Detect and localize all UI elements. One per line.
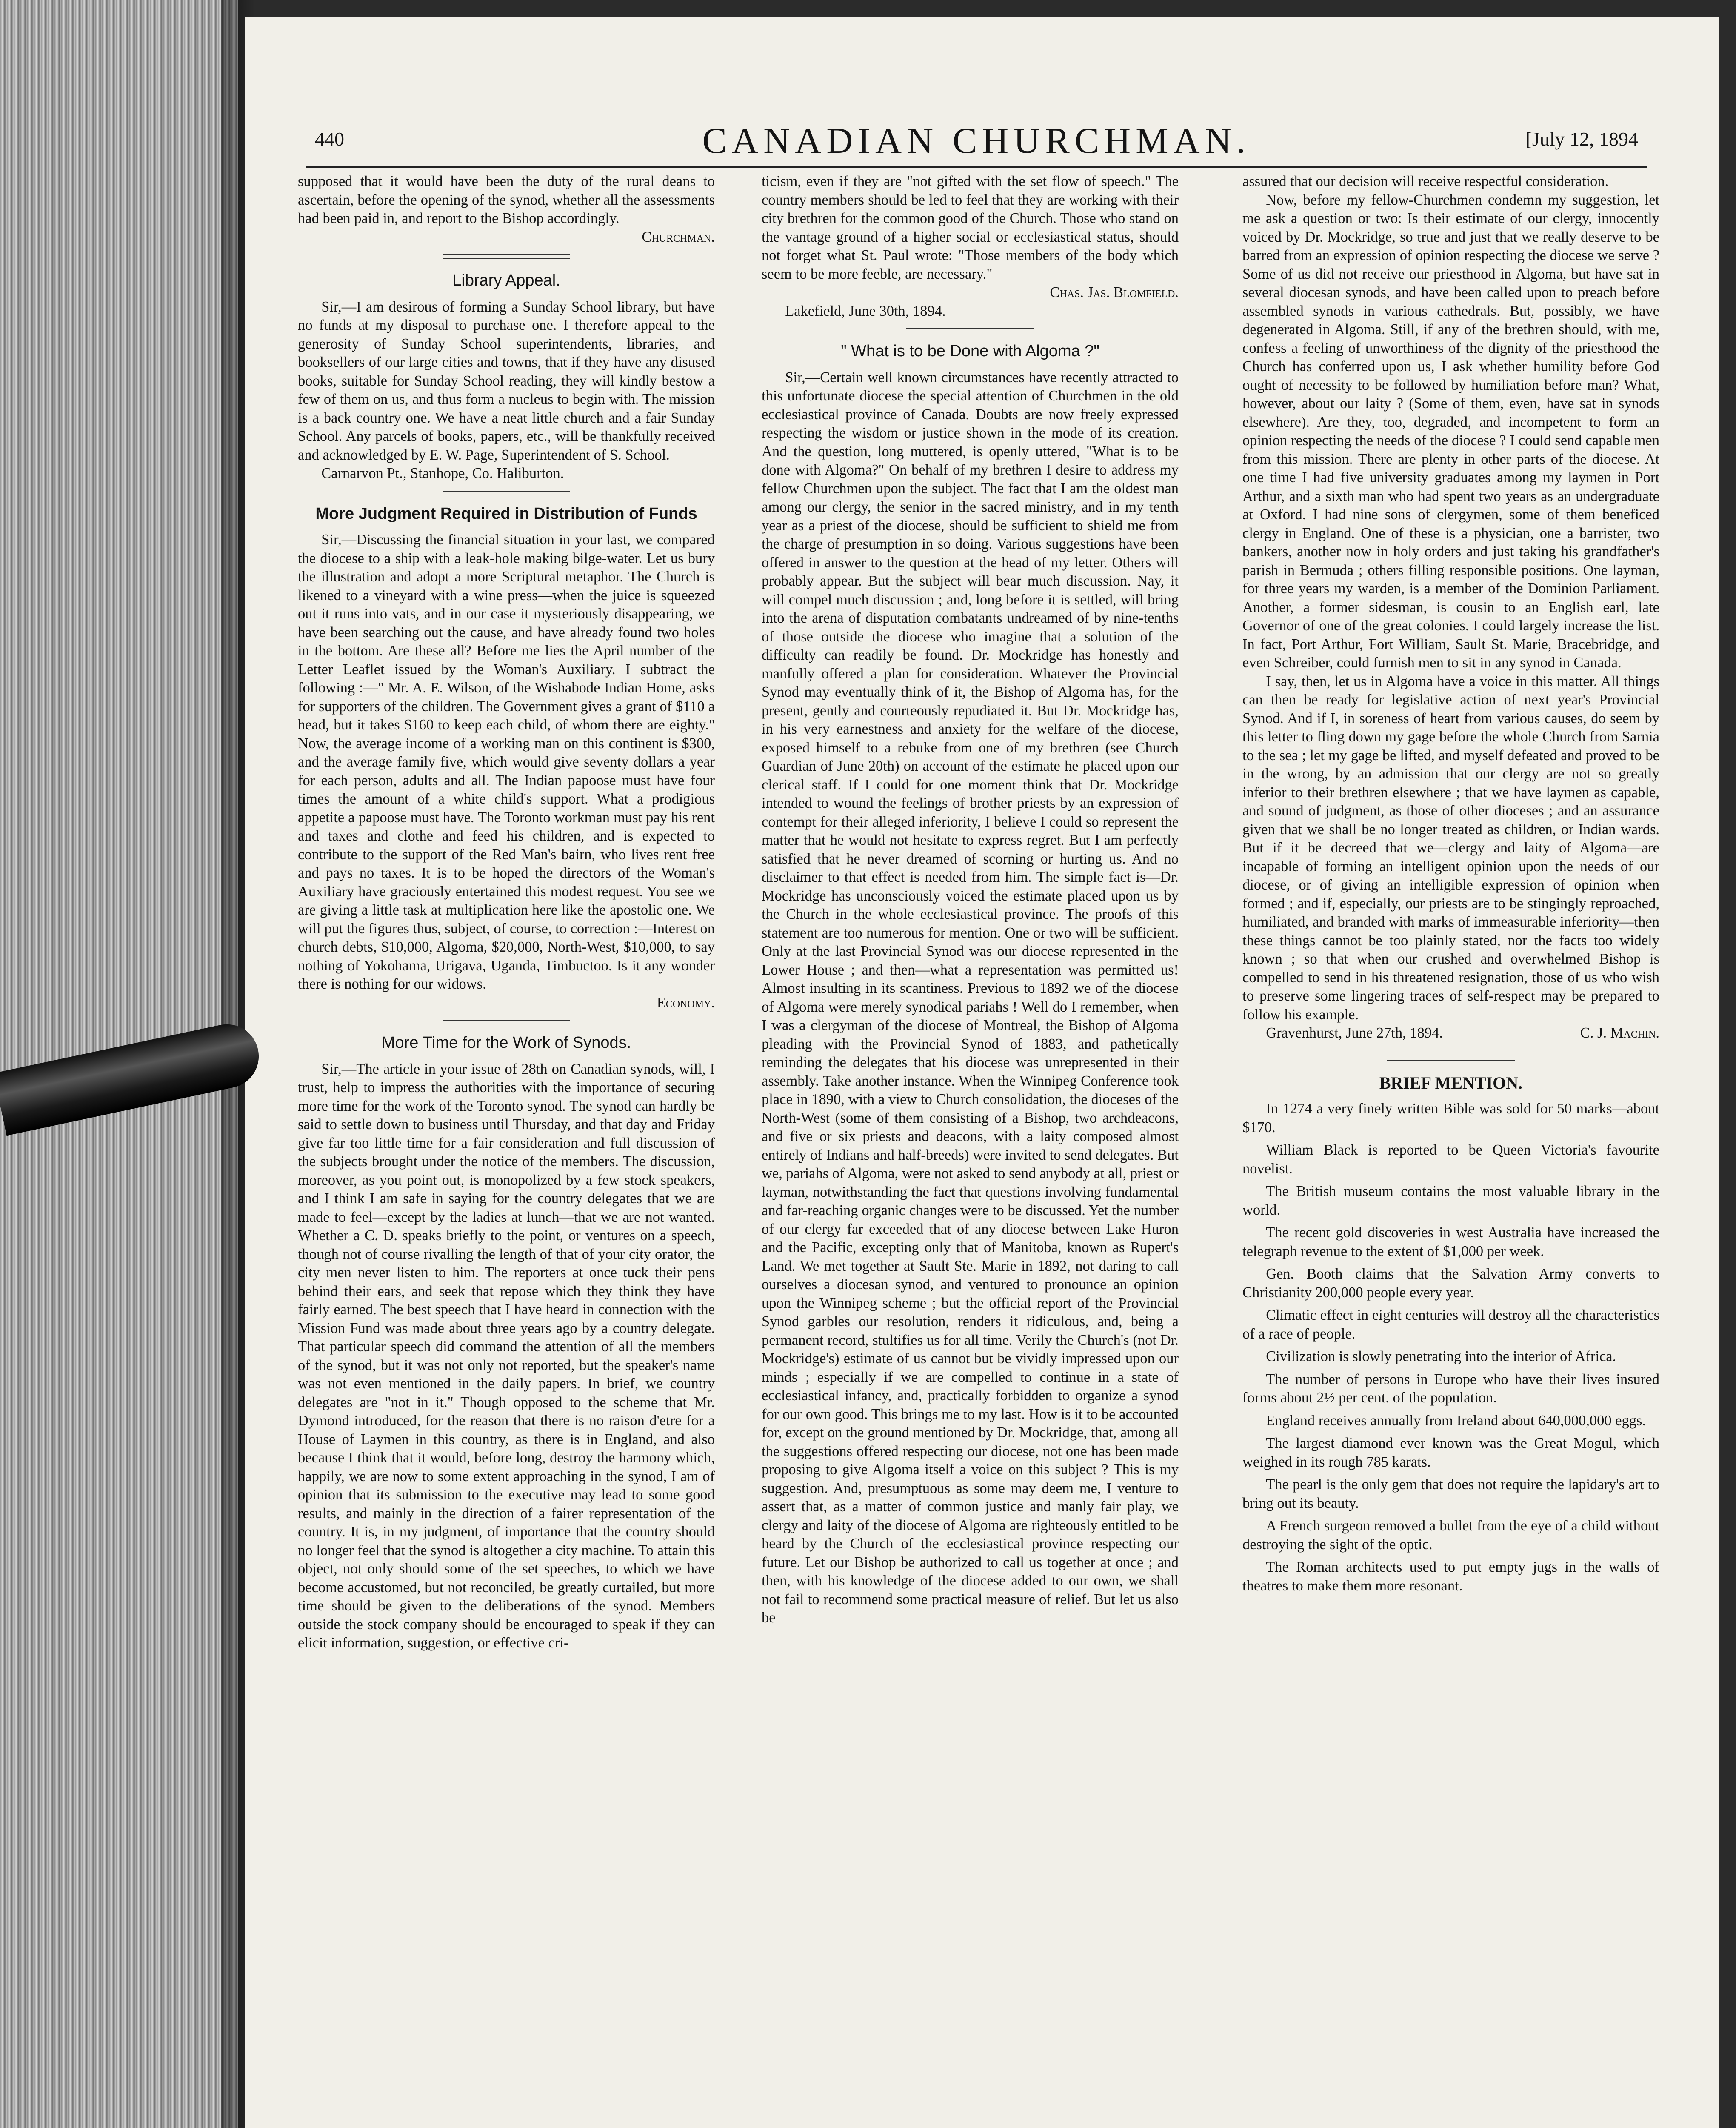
dateline-place: Gravenhurst, June 27th, 1894. [1266, 1025, 1443, 1041]
list-item: In 1274 a very finely written Bible was sold for 50 marks—about $170. [1242, 1101, 1659, 1136]
list-item: A French surgeon removed a bullet from the eye of a child without destroying the sight of the optic. [1242, 1518, 1659, 1553]
list-item: The number of persons in Europe who have their lives insured forms about 2½ per cent. of the population. [1242, 1371, 1659, 1406]
list-item: England receives annually from Ireland about 640,000,000 eggs. [1266, 1412, 1646, 1429]
list-item: Climatic effect in eight centuries will destroy all the characteristics of a race of people. [1242, 1307, 1659, 1342]
column-3 [1242, 172, 1659, 1599]
section-rule [1387, 1060, 1515, 1061]
list-item: The largest diamond ever known was the Great Mogul, which weighed in its rough 785 karats. [1242, 1435, 1659, 1470]
section-rule [443, 1020, 570, 1021]
issue-date: [July 12, 1894 [1525, 128, 1638, 150]
page-number: 440 [315, 128, 344, 150]
article-body: Sir,—Certain well known circumstances have recently attracted to this unfortunate diocese the special attention of Churchmen in the old ecclesiastical province of Canada. Doubts are now freely expressed respecting the wisdom or justice shown in the mode of its creation. And the question, long muttered, is openly uttered, "What is to be done with Algoma?" On behalf of my brethren I desire to address my fellow Churchmen upon the subject. The fact that I am the oldest man among our clergy, the senior in the sacred ministry, and in my tenth year as a priest of the diocese, should be sufficient to shield me from the charge of presumption in so doing. Various suggestions have been offered in answer to the question at the head of my letter. Others will probably appear. But the subject will bear much discussion. Nay, it will compel much discussion ; and, long before it is settled, will bring into the arena of disputation combatants undreamed of by nine-tenths of those outside the diocese who imagine that a solution of the difficulty can readily be found. Dr. Mockridge has honestly and manfully offered a plan for consideration. Whatever the Provincial Synod may eventually think of it, the Bishop of Algoma has, for the present, gently and courteously repudiated it. But Dr. Mockridge has, in his very earnestness and anxiety for the welfare of the diocese, exposed himself to a rebuke from one of my brethren (see Church Guardian of June 20th) on account of the estimate he placed upon our clerical staff. If I could for one moment think that Dr. Mockridge intended to wound the feelings of brother priests by an expression of contempt for their alleged inferiority, I believe I could so represent the matter that he would not hesitate to express regret. But I am perfectly satisfied that he never dreamed of scorning or hurting us. And no disclaimer to that effect is needed from him. The simple fact is—Dr. Mockridge has unconsciously voiced the estimate placed upon us by the Church in the whole ecclesiastical province. The proofs of this statement are too numerous for mention. One or two will be sufficient. Only at the last Provincial Synod was our diocese represented in the Lower House ; and then—what a representation was permitted us! Almost insulting in its scantiness. Previous to 1892 we of the diocese of Algoma were merely synodical pariahs ! Well do I remember, when I was a clergyman of the diocese of Montreal, the Bishop of Algoma pleading with the Provincial Synod of 1883, and pathetically reminding the delegates that his diocese was unrepresented in their assembly. Take another instance. When the Winnipeg Conference took place in 1890, with a view to Church consolidation, the dioceses of the North-West (some of them consisting of a Bishop, two archdeacons, and five or six priests and deacons, with a laity composed almost entirely of Indians and half-breeds) were invited to send delegates. But we, pariahs of Algoma, were not asked to send anybody at all, priest or layman, notwithstanding the fact that questions involving fundamental and far-reaching organic changes were to be discussed. Yet the number of our clergy far exceeded that of any diocese between Lake Huron and the Pacific, excepting only that of Manitoba, known as Rupert's Land. We met together at Sault Ste. Marie in 1892, not daring to call ourselves a diocesan synod, and ventured to pronounce an opinion upon the Winnipeg scheme ; but the official report of the Provincial Synod garbles our resolution, renders it ridiculous, and, being a permanent record, stultifies us for all time. Verily the Church's (not Dr. Mockridge's) estimate of us cannot but be vividly impressed upon our minds ; especially if we are compelled to continue in a state of ecclesiastical infancy, and, practically forbidden to organize a synod for our own good. This brings me to my last. How is it to be accounted for, except on the ground mentioned by Dr. Mockridge, that, among all the suggestions offered respecting our diocese, not one has been made proposing to give Algoma itself a voice on this subject ? This is my suggestion. And, presumptuous as some may deem me, I venture to assert that, as a matter of common justice and manly fair play, we clergy and laity of the diocese of Algoma are righteously entitled to be heard by the Church of the ecclesiastical province respecting our future. Let our Bishop be authorized to call us together at once ; and then, with his knowledge of the diocese added to our own, we shall not fail to recommend some practical measure of relief. But let us also be [762, 369, 1179, 1626]
article-continuation: supposed that it would have been the duty of the rural deans to ascertain, before the opening of the synod, whether all the assessments had been paid in, and report to the Bishop accordingly. [298, 173, 715, 226]
list-item: The pearl is the only gem that does not require the lapidary's art to bring out its beauty. [1242, 1476, 1659, 1511]
article-body: Sir,—Discussing the financial situation in your last, we compared the diocese to a ship with a leak-hole making bilge-water. Let us bury the illustration and adopt a more Scriptural metaphor. The Church is likened to a vineyard with a wine press—when the juice is squeezed out it runs into vats, and in our case it mysteriously disappearing, we have been searching out the cause, and have already found two holes in the bottom. Are these all? Before me lies the April number of the Letter Leaflet issued by the Woman's Auxiliary. I subtract the following :—" Mr. A. E. Wilson, of the Wishabode Indian Home, asks for supporters of the children. The Government gives a grant of $110 a head, but it takes $160 to keep each child, of whom there are eighty." Now, the average income of a working man on this continent is $300, and the average family five, which would give seventy dollars a year for each person, adults and all. The Indian papoose must have four times the amount of a white child's support. What a prodigious appetite a papoose must have. The Toronto workman must pay his rent and taxes and clothe and feed his children, and is expected to contribute to the support of the Red Man's bairn, who lives rent free and pays no taxes. It is to be hoped the directors of the Woman's Auxiliary have graciously entertained this modest request. You see we are giving a little task at multiplication here like the apostolic one. We will put the figures thus, subject, of course, to correction :—Interest on church debts, $10,000, Algoma, $20,000, North-West, $10,000, to say nothing of Yokohama, Urigava, Uganda, Timbuctoo. Is it any wonder there is nothing for our widows. [298, 532, 715, 992]
article-heading: More Time for the Work of Synods. [381, 1034, 631, 1052]
newspaper-title: CANADIAN CHURCHMAN. [702, 120, 1251, 161]
article-body: Now, before my fellow-Churchmen condemn my suggestion, let me ask a question or two: Is their estimate of our clergy, innocently voiced by Dr. Mockridge, so true and just that we really deserve to be barred from an expression of opinion respecting the diocese we serve ? Some of us did not receive our priesthood in Algoma, but have sat in several diocesan synods, and have been called upon to preach before assembled synods in various cathedrals. But, possibly, we have degenerated in Algoma. Still, if any of the brethren should, with me, confess a feeling of unworthiness of the dignity of the priesthood the Church has conferred upon us, I ask whether humility before God ought of necessity to be followed by humiliation before man? What, however, about our laity ? (Some of them, even, have sat in synods elsewhere). Are they, too, degraded, and incompetent to form an opinion respecting the needs of the diocese ? I could send capable men from this mission. There are plenty in other parts of the diocese. At one time I had five university graduates among my laymen in Port Arthur, and a sixth man who had spent two years as an undergraduate at Oxford. I had nine sons of clergymen, some of them beneficed clergy in England. One of these is a physician, one a barrister, two bankers, another now in holy orders and just taking his grandfather's parish in Bermuda ; others filling responsible positions. One layman, for three years my warden, is a member of the Dominion Parliament. Another, a former sidesman, is cousin to an English earl, late Governor of one of the great colonies. I could largely increase the list. In fact, Port Arthur, Fort William, Sault St. Marie, Bracebridge, and even Schreiber, could furnish men to sit in any synod in Canada. [1242, 192, 1660, 671]
dateline: Lakefield, June 30th, 1894. [785, 303, 946, 319]
section-rule [443, 254, 570, 259]
brief-mention-list [1242, 1100, 1659, 1595]
list-item: The British museum contains the most valuable library in the world. [1242, 1183, 1659, 1218]
dateline [1242, 1024, 1659, 1043]
article-place: Carnarvon Pt., Stanhope, Co. Haliburton. [321, 465, 564, 481]
list-item: Gen. Booth claims that the Salvation Army converts to Christianity 200,000 people every year. [1242, 1266, 1659, 1301]
article-continuation: assured that our decision will receive respectful consideration. [1242, 173, 1609, 189]
section-rule [906, 328, 1034, 329]
list-item: William Black is reported to be Queen Victoria's favourite novelist. [1242, 1142, 1659, 1177]
article-continuation: ticism, even if they are "not gifted with the set flow of speech." The country members should be led to feel that they are working with their city brethren for the common good of the Church. Those who stand on the vantage ground of a higher social or ecclesiastical status, should not forget what St. Paul wrote: "Those members of the body which seem to be more feeble, are necessary." [762, 173, 1179, 282]
signature: Churchman. [642, 229, 715, 245]
column-1 [298, 172, 715, 1653]
article-body: Sir,—I am desirous of forming a Sunday School library, but have no funds at my disposal to purchase one. I therefore appeal to the generosity of Sunday School superintendents, libraries, and booksellers of our large cities and towns, that if they have any disused books, suitable for Sunday School reading, they will kindly bestow a few of them on us, and thus form a nucleus to begin with. The mission is a back country one. We have a neat little church and a fair Sunday School. Any parcels of books, papers, etc., will be thankfully received and acknowledged by E. W. Page, Superintendent of S. School. [298, 298, 715, 463]
article-heading: More Judgment Required in Distribution of Funds [315, 504, 697, 523]
article-heading: " What is to be Done with Algoma ?" [841, 342, 1099, 360]
list-item: Civilization is slowly penetrating into the interior of Africa. [1266, 1348, 1616, 1364]
signature: C. J. Machin. [1580, 1025, 1659, 1041]
page-header [315, 115, 1638, 170]
section-rule [443, 491, 570, 492]
article-heading: Library Appeal. [452, 272, 560, 289]
list-item: The recent gold discoveries in west Australia have increased the telegraph revenue to the extent of $1,000 per week. [1242, 1224, 1659, 1259]
signature: Economy. [657, 994, 715, 1011]
header-rule [306, 166, 1647, 168]
section-heading-brief-mention: BRIEF MENTION. [1379, 1073, 1523, 1093]
article-body: Sir,—The article in your issue of 28th on Canadian synods, will, I trust, help to impress the authorities with the importance of securing more time for the work of the Toronto synod. The synod can hardly be said to settle down to business until Thursday, and that day and Friday give far too little time for a fair consideration and full discussion of the subjects brought under the notice of the members. The discussion, moreover, as you point out, is monopolized by a few stock speakers, and I think I am safe in saying for the country delegates that we are made to feel—except by the ladies at lunch—that we are not wanted. Whether a C. D. speaks briefly to the point, or ventures on a speech, though not of course rivalling the length of that of your city orator, the city men never listen to him. The reporters at once tuck their pens behind their ears, and seek that repose which they think they have fairly earned. The best speech that I have heard in connection with the Mission Fund was made about three years ago by a country delegate. That particular speech did command the attention of all the members of the synod, but it was not only not reported, but the speaker's name was not even mentioned in the daily papers. In brief, we country delegates are "not in it." Though opposed to the scheme that Mr. Dymond introduced, for the reason that there is no raison d'etre for a House of Laymen in this country, as there is in England, and also because I think that it would, before long, destroy the harmony which, happily, we are now to some extent approaching in the synod, I am of opinion that its submission to the executive may lead to some good results, and mainly in the direction of a fairer representation of the country. It is, in my judgment, of importance that the country should no longer feel that the synod is altogether a city machine. To attain this object, not only should some of the set speeches, to which we have become accustomed, but not reconciled, be greatly curtailed, but more time should be given to the deliberations of the synod. Members outside the stock company should be encouraged to speak if they can elicit information, suggestion, or effective cri- [298, 1061, 715, 1651]
column-2 [762, 172, 1179, 1627]
list-item: The Roman architects used to put empty jugs in the walls of theatres to make them more resonant. [1242, 1559, 1659, 1594]
signature: Chas. Jas. Blomfield. [1050, 284, 1179, 300]
article-body: I say, then, let us in Algoma have a voice in this matter. All things can then be ready for legislative action of next year's Provincial Synod. And if I, in soreness of heart from various causes, do seem by this letter to fling down my gage before the whole Church from Sarnia to the sea ; let my gage be lifted, and myself defeated and proved to be in the wrong, by an admission that our clergy are not so greatly inferior to their brethren elsewhere ; that we have laymen as capable, and sound of judgment, as those of other dioceses ; and an assurance given that we shall be no longer treated as children, or Indian wards. But if it be decreed that we—clergy and laity of Algoma—are incapable of forming an intelligent opinion upon the needs of our diocese, or of giving an intelligible expression of opinion when formed ; and if, especially, our priests are to be stingingly reproached, humiliated, and branded with marks of immeasurable inferiority—then these things cannot be too plainly stated, nor the facts too widely known ; so that when our crushed and overwhelmed Bishop is compelled to send in his threatened resignation, those of us who wish to preserve some lingering traces of self-respect may be prepared to follow his example. [1242, 673, 1659, 1023]
